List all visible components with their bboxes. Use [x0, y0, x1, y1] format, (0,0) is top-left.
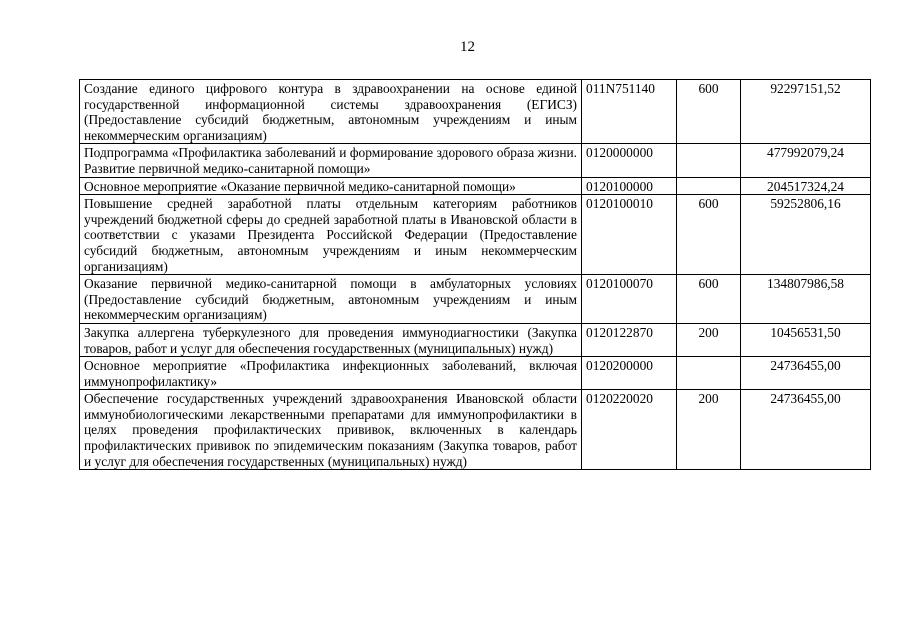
- table-row: [80, 80, 871, 144]
- page-number: 12: [460, 39, 475, 55]
- row-code: 0120122870: [582, 323, 677, 356]
- row-description: Основное мероприятие «Профилактика инфекционных заболеваний, включая иммунопрофилактику»: [80, 357, 582, 390]
- row-sum: 477992079,24: [741, 144, 871, 177]
- row-sum: 134807986,58: [741, 275, 871, 324]
- row-description: Обеспечение государственных учреждений здравоохранения Ивановской области иммунобиологическими лекарственными препаратами для иммунопрофилактики в целях проведения профилактических прививок, включенных в календарь профилактических прививок по эпидемическим показаниям (Закупка товаров, работ и услуг для обеспечения государственных (муниципальных) нужд): [80, 390, 582, 470]
- row-description: Оказание первичной медико-санитарной помощи в амбулаторных условиях (Предоставление субсидий бюджетным, автономным учреждениям и иным некоммерческим организациям): [80, 275, 582, 324]
- budget-table: [79, 79, 871, 470]
- row-kvr: 200: [677, 323, 741, 356]
- table-row: [80, 357, 871, 390]
- row-code: 0120000000: [582, 144, 677, 177]
- row-description: Закупка аллергена туберкулезного для проведения иммунодиагностики (Закупка товаров, работ и услуг для обеспечения государственных (муниципальных) нужд): [80, 323, 582, 356]
- row-code: 0120100000: [582, 177, 677, 195]
- row-code: 0120200000: [582, 357, 677, 390]
- row-kvr: [677, 357, 741, 390]
- row-code: 0120100070: [582, 275, 677, 324]
- row-sum: 24736455,00: [741, 357, 871, 390]
- row-sum: 204517324,24: [741, 177, 871, 195]
- table-row: [80, 275, 871, 324]
- row-description: Основное мероприятие «Оказание первичной медико-санитарной помощи»: [80, 177, 582, 195]
- row-kvr: [677, 177, 741, 195]
- row-sum: 10456531,50: [741, 323, 871, 356]
- row-sum: 92297151,52: [741, 80, 871, 144]
- row-kvr: [677, 144, 741, 177]
- row-code: 0120220020: [582, 390, 677, 470]
- row-sum: 59252806,16: [741, 195, 871, 275]
- row-description: Создание единого цифрового контура в здравоохранении на основе единой государственной информационной системы здравоохранения (ЕГИСЗ) (Предоставление субсидий бюджетным, автономным учреждениям и иным некоммерческим организациям): [80, 80, 582, 144]
- row-kvr: 600: [677, 195, 741, 275]
- row-description: Подпрограмма «Профилактика заболеваний и формирование здорового образа жизни. Развитие первичной медико-санитарной помощи»: [80, 144, 582, 177]
- table-row: [80, 390, 871, 470]
- table-row: [80, 144, 871, 177]
- row-code: 011N751140: [582, 80, 677, 144]
- table-row: [80, 323, 871, 356]
- row-kvr: 600: [677, 275, 741, 324]
- row-kvr: 200: [677, 390, 741, 470]
- table-row: [80, 177, 871, 195]
- table-row: [80, 195, 871, 275]
- row-kvr: 600: [677, 80, 741, 144]
- row-description: Повышение средней заработной платы отдельным категориям работников учреждений бюджетной сферы до средней заработной платы в Ивановской области в соответствии с указами Президента Российской Федерации (Предоставление субсидий бюджетным, автономным учреждениям и иным некоммерческим организациям): [80, 195, 582, 275]
- row-code: 0120100010: [582, 195, 677, 275]
- row-sum: 24736455,00: [741, 390, 871, 470]
